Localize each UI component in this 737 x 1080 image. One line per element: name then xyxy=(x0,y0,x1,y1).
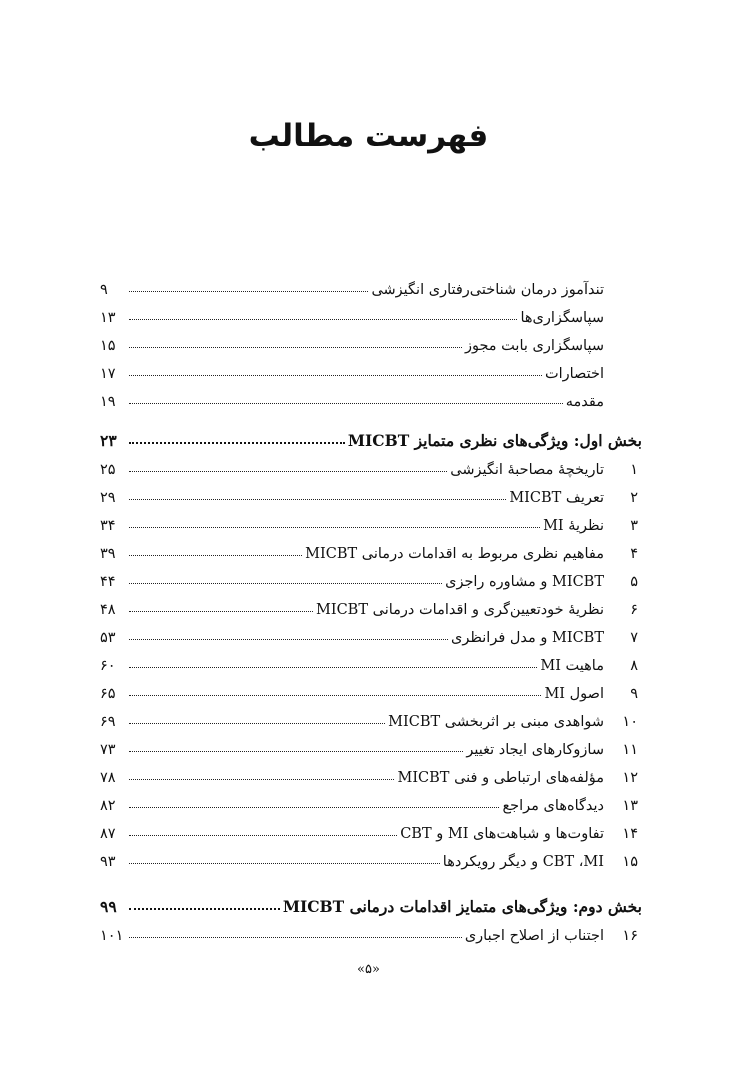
toc-entry[interactable]: ۱۳ دیدگاه‌های مراجع ۸۲ xyxy=(100,798,638,814)
toc-entry[interactable]: سپاسگزاری بابت مجوز ۱۵ xyxy=(100,338,604,354)
toc-part-heading[interactable]: بخش اول: ویژگی‌های نظری متمایز MICBT ۲۳ xyxy=(100,431,642,450)
toc-entry[interactable]: ۷ MICBT و مدل فرانظری ۵۳ xyxy=(100,630,638,646)
toc-entry[interactable]: تندآموز درمان شناختی‌رفتاری انگیزشی ۹ xyxy=(100,282,604,298)
toc-entry[interactable]: ۶ نظریهٔ خودتعیین‌گری و اقدامات درمانی MICBT ۴۸ xyxy=(100,602,638,618)
toc-entry[interactable]: ۱۰ شواهدی مبنی بر اثربخشی MICBT ۶۹ xyxy=(100,714,638,730)
part1-list xyxy=(100,422,642,870)
toc-entry[interactable]: ۸ ماهیت MI ۶۰ xyxy=(100,658,638,674)
toc-entry[interactable]: سپاسگزاری‌ها ۱۳ xyxy=(100,310,604,326)
toc-entry[interactable]: ۱۱ سازوکارهای ایجاد تغییر ۷۳ xyxy=(100,742,638,758)
toc-entry[interactable]: اختصارات ۱۷ xyxy=(100,366,604,382)
toc-entry[interactable]: ۱۲ مؤلفه‌های ارتباطی و فنی MICBT ۷۸ xyxy=(100,770,638,786)
toc-entry[interactable]: ۱۴ تفاوت‌ها و شباهت‌های MI و CBT ۸۷ xyxy=(100,826,638,842)
toc-entry[interactable]: ۱۵ CBT ،MI و دیگر رویکردها ۹۳ xyxy=(100,854,638,870)
page-title: فهرست مطالب xyxy=(248,118,489,154)
toc-entry[interactable]: ۴ مفاهیم نظری مربوط به اقدامات درمانی MICBT ۳۹ xyxy=(100,546,638,562)
toc-entry[interactable]: ۱ تاریخچهٔ مصاحبهٔ انگیزشی ۲۵ xyxy=(100,462,638,478)
toc-entry[interactable]: ۱۶ اجتناب از اصلاح اجباری ۱۰۱ xyxy=(100,928,638,944)
toc-entry[interactable]: مقدمه ۱۹ xyxy=(100,394,604,410)
front-matter-list xyxy=(100,270,642,410)
toc-entry[interactable]: ۵ MICBT و مشاوره راجزی ۴۴ xyxy=(100,574,638,590)
toc-entry[interactable]: ۳ نظریهٔ MI ۳۴ xyxy=(100,518,638,534)
toc-entry[interactable]: ۹ اصول MI ۶۵ xyxy=(100,686,638,702)
toc-entry[interactable]: ۲ تعریف MICBT ۲۹ xyxy=(100,490,638,506)
part2-list xyxy=(100,888,642,944)
page-number: «۵» xyxy=(357,962,380,977)
toc-part-heading[interactable]: بخش دوم: ویژگی‌های متمایز اقدامات درمانی MICBT ۹۹ xyxy=(100,897,642,916)
